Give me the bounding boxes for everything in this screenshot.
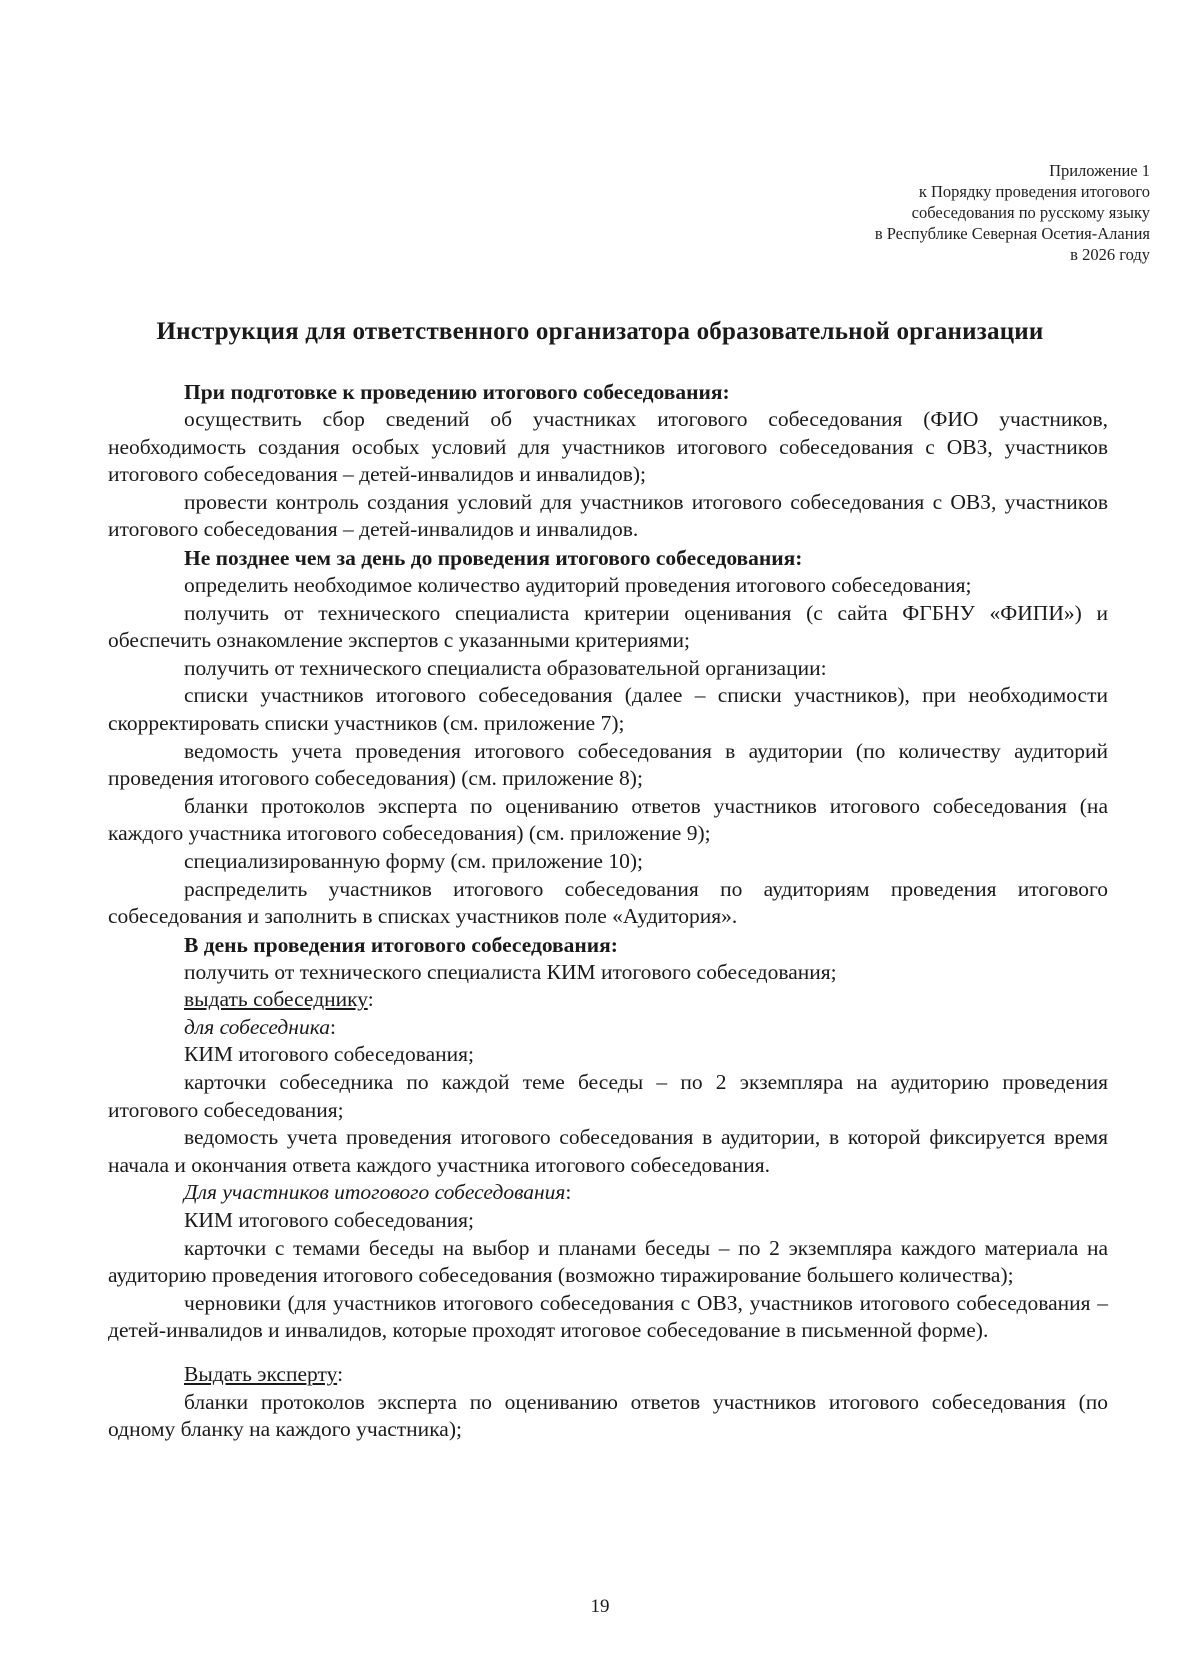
paragraph: ведомость учета проведения итогового собеседования в аудитории, в которой фиксируется время начала и окончания ответа каждого участника итогового собеседования. xyxy=(108,1125,1108,1177)
paragraph: осуществить сбор сведений об участниках итогового собеседования (ФИО участников, необходимость создания особых условий для участников итогового собеседования с ОВЗ, участников итогового собеседования – детей-инвалидов и инвалидов); xyxy=(108,407,1108,487)
paragraph: специализированную форму (см. приложение 10); xyxy=(184,848,643,873)
section-heading: Не позднее чем за день до проведения итогового собеседования: xyxy=(184,545,803,570)
underlined-label: Выдать эксперту xyxy=(184,1362,338,1386)
paragraph: провести контроль создания условий для участников итогового собеседования с ОВЗ, участников итогового собеседования – детей-инвалидов и инвалидов. xyxy=(108,489,1108,542)
paragraph: карточки с темами беседы на выбор и планами беседы – по 2 экземпляра каждого материала на аудиторию проведения итогового собеседования (возможно тиражирование большего количества); xyxy=(108,1235,1108,1288)
italic-label: Для участников итогового собеседования xyxy=(184,1180,566,1205)
paragraph: бланки протоколов эксперта по оцениванию ответов участников итогового собеседования (на каждого участника итогового собеседования) (см. приложение 9); xyxy=(108,793,1108,846)
paragraph: бланки протоколов эксперта по оцениванию ответов участников итогового собеседования (по одному бланку на каждого участника); xyxy=(108,1389,1108,1442)
appendix-line: Приложение 1 xyxy=(1049,161,1150,180)
paragraph xyxy=(108,1014,1108,1042)
spacer xyxy=(108,1345,1108,1361)
colon: : xyxy=(337,1362,344,1386)
paragraph: КИМ итогового собеседования; xyxy=(184,1208,474,1233)
paragraph: получить от технического специалиста образовательной организации: xyxy=(184,655,827,680)
appendix-line: к Порядку проведения итогового xyxy=(918,182,1150,201)
appendix-line: в 2026 году xyxy=(1070,245,1150,264)
paragraph: распределить участников итогового собеседования по аудиториям проведения итогового собеседования и заполнить в списках участников поле «Аудитория». xyxy=(108,876,1108,929)
paragraph: определить необходимое количество аудиторий проведения итогового собеседования; xyxy=(184,572,972,597)
paragraph: списки участников итогового собеседования (далее – списки участников), при необходимости скорректировать списки участников (см. приложение 7); xyxy=(108,683,1108,735)
underlined-label: выдать собеседнику xyxy=(184,987,368,1012)
page-number: 19 xyxy=(590,1596,610,1617)
paragraph: КИМ итогового собеседования; xyxy=(184,1042,474,1067)
section-heading: При подготовке к проведению итогового собеседования: xyxy=(184,380,730,404)
section-heading: В день проведения итогового собеседования: xyxy=(184,932,618,957)
italic-label: для собеседника xyxy=(184,1014,330,1039)
paragraph: карточки собеседника по каждой теме беседы – по 2 экземпляра на аудиторию проведения итогового собеседования; xyxy=(108,1070,1108,1122)
paragraph xyxy=(108,986,1108,1014)
paragraph xyxy=(108,1361,1108,1389)
document-body xyxy=(108,378,1108,1444)
appendix-line: в Республике Северная Осетия-Алания xyxy=(874,224,1150,243)
paragraph xyxy=(108,1179,1108,1207)
document-title: Инструкция для ответственного организатора образовательной организации xyxy=(156,318,1044,345)
colon: : xyxy=(367,987,374,1012)
paragraph: ведомость учета проведения итогового собеседования в аудитории (по количеству аудиторий проведения итогового собеседования) (см. приложение 8); xyxy=(108,738,1108,791)
paragraph: черновики (для участников итогового собеседования с ОВЗ, участников итогового собеседования – детей-инвалидов и инвалидов, которые проходят итоговое собеседование в письменной форме). xyxy=(108,1290,1108,1343)
paragraph: получить от технического специалиста КИМ итогового собеседования; xyxy=(184,959,837,984)
paragraph: получить от технического специалиста критерии оценивания (с сайта ФГБНУ «ФИПИ») и обеспечить ознакомление экспертов с указанными критериями; xyxy=(108,600,1108,653)
colon: : xyxy=(330,1014,336,1039)
appendix-header xyxy=(875,160,1150,265)
colon: : xyxy=(565,1180,572,1205)
appendix-line: собеседования по русскому языку xyxy=(911,203,1150,222)
